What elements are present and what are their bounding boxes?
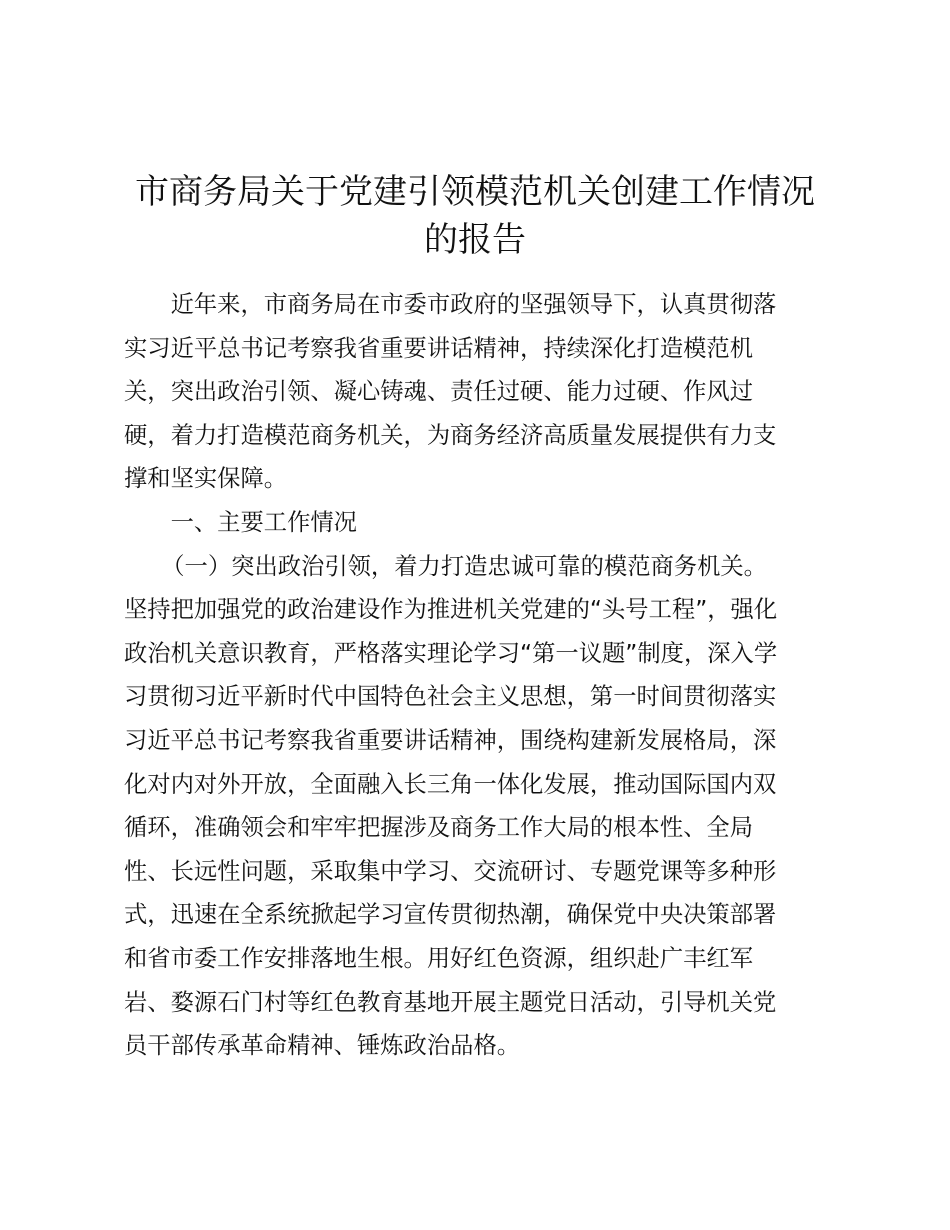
text-line: 员干部传承革命精神、锤炼政治品格。 [124,1032,521,1060]
text-line: 岩、婺源石门村等红色教育基地开展主题党日活动，引导机关党 [124,988,777,1016]
text-line: 撑和坚实保障。 [124,465,288,493]
text-line: 性、长远性问题，采取集中学习、交流研讨、专题党课等多种形 [124,857,777,885]
text-line: 习近平总书记考察我省重要讲话精神，围绕构建新发展格局，深 [124,726,777,754]
text-line: 习贯彻习近平新时代中国特色社会主义思想，第一时间贯彻落实 [124,683,777,711]
document-body [124,283,824,1068]
text-line: 关，突出政治引领、凝心铸魂、责任过硬、能力过硬、作风过 [124,378,754,406]
text-line: 政治机关意识教育，严格落实理论学习“第一议题”制度，深入学 [124,639,778,667]
text-line: （一）突出政治引领，着力打造忠诚可靠的模范商务机关。 [161,552,767,580]
document-title [125,168,825,264]
intro-paragraph [124,283,824,501]
title-line: 的报告 [424,220,526,260]
section-heading [124,501,824,545]
text-line: 式，迅速在全系统掀起学习宣传贯彻热潮，确保党中央决策部署 [124,901,777,929]
title-line: 市商务局关于党建引领模范机关创建工作情况 [135,172,815,212]
text-line: 实习近平总书记考察我省重要讲话精神，持续深化打造模范机 [124,334,754,362]
text-line: 硬，着力打造模范商务机关，为商务经济高质量发展提供有力支 [124,421,777,449]
text-line: 和省市委工作安排落地生根。用好红色资源，组织赴广丰红军 [124,944,754,972]
text-line: 循环，准确领会和牢牢把握涉及商务工作大局的根本性、全局 [124,814,754,842]
text-line: 坚持把加强党的政治建设作为推进机关党建的“头号工程”，强化 [124,596,778,624]
heading-line: 一、主要工作情况 [170,508,357,536]
text-line: 化对内对外开放，全面融入长三角一体化发展，推动国际国内双 [124,770,777,798]
text-line: 近年来，市商务局在市委市政府的坚强领导下，认真贯彻落 [170,291,777,318]
subsection-paragraph [124,545,824,1068]
